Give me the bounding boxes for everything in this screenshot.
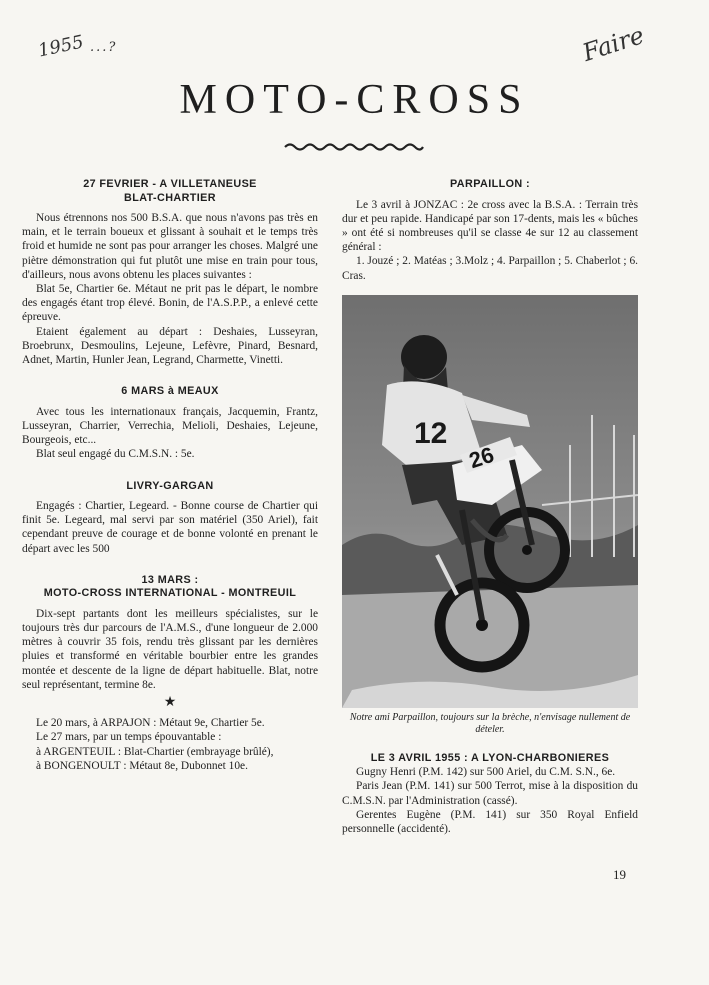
right-column bbox=[342, 178, 638, 836]
section-heading: LIVRY-GARGAN bbox=[126, 479, 214, 492]
paragraph: Blat 5e, Chartier 6e. Métaut ne prit pas le départ, le nombre des engagés étant trop élevé. Bonin, de l'A.S.P.P., a enlevé cette épreuve. bbox=[22, 283, 318, 324]
race-plate-number: 26 bbox=[465, 441, 497, 473]
handwritten-year: 1955 bbox=[36, 31, 86, 62]
section-subheading: MOTO-CROSS INTERNATIONAL - MONTREUIL bbox=[43, 587, 297, 600]
paragraph: Nous étrennons nos 500 B.S.A. que nous n'avons pas très en main, et le terrain boueux et glissant à souhait et le temps très froid et humide ne sont pas pour arranger les choses. Malgré une piètre démonstration qui fut plutôt une mise en train pour tous, d'ailleurs, nous avons obtenu les places suivantes : bbox=[22, 212, 318, 281]
paragraph: Gerentes Eugène (P.M. 141) sur 350 Royal Enfield personnelle (accidenté). bbox=[342, 808, 638, 836]
paragraph: Etaient également au départ : Deshaies, Lusseyran, Broebrunx, Desmoulins, Lejeune, Lefèvre, Pinard, Besnard, Adnet, Martin, Hunler Jean, Legrand, Charmette, Vinetti. bbox=[22, 325, 318, 367]
handwritten-mark: ...? bbox=[90, 40, 118, 55]
paragraph: Le 27 mars, par un temps épouvantable : bbox=[36, 731, 222, 744]
section-heading: 27 FEVRIER - A VILLETANEUSE bbox=[83, 178, 257, 190]
photo-caption: Notre ami Parpaillon, toujours sur la brèche, n'envisage nullement de dételer. bbox=[349, 711, 631, 735]
paragraph: Dix-sept partants dont les meilleurs spécialistes, sur le toujours très dur parcours de l'A.M.S., d'une longueur de 2.000 mètres à couvrir 35 fois, rendu très glissant par les dernières pluies et transformé en véritable bourbier entre les grandes montée et descente de la ligne de départ habituelle. Blat, notre seul représentant, termine 8e. bbox=[22, 607, 318, 691]
motocross-photo bbox=[342, 295, 638, 708]
paragraph: Le 3 avril à JONZAC : 2e cross avec la B.S.A. : Terrain très dur et peu rapide. Handicapé par son 17-dents, mais les « bûches » ont été si nombreuses qu'il se classe 4e sur 12 au classement général : bbox=[342, 198, 638, 254]
paragraph: Le 20 mars, à ARPAJON : Métaut 9e, Chartier 5e. bbox=[36, 717, 265, 730]
section-heading: PARPAILLON : bbox=[450, 178, 530, 190]
paragraph: Avec tous les internationaux français, Jacquemin, Frantz, Lusseyran, Charrier, Verrechia, Melioli, Deshaies, Lejeune, Bourgeois, etc... bbox=[22, 405, 318, 447]
section-heading: LE 3 AVRIL 1955 : A LYON-CHARBONIERES bbox=[370, 751, 610, 764]
jersey-number: 12 bbox=[414, 416, 448, 450]
paragraph: Paris Jean (P.M. 141) sur 500 Terrot, mise à la disposition du C.M.S.N. par l'Administration (cassé). bbox=[342, 780, 638, 807]
left-column bbox=[22, 178, 318, 773]
paragraph: Gugny Henri (P.M. 142) sur 500 Ariel, du C.M. S.N., 6e. bbox=[356, 766, 616, 779]
title-ornament bbox=[283, 142, 425, 152]
page-title: MOTO-CROSS bbox=[179, 77, 530, 123]
paragraph: à BONGENOULT : Métaut 8e, Dubonnet 10e. bbox=[36, 759, 248, 772]
paragraph: Blat seul engagé du C.M.S.N. : 5e. bbox=[36, 448, 195, 461]
section-heading: 13 MARS : bbox=[141, 573, 199, 586]
page-number: 19 bbox=[613, 867, 626, 882]
paragraph: Engagés : Chartier, Legeard. - Bonne course de Chartier qui finit 5e. Legeard, mal servi par son matériel (350 Ariel), fait cependant preuve de courage et de bonne volonté en prenant le départ avec les 500 bbox=[22, 500, 318, 555]
paragraph: à ARGENTEUIL : Blat-Chartier (embrayage brûlé), bbox=[36, 745, 274, 758]
section-subheading: BLAT-CHARTIER bbox=[124, 191, 216, 204]
star-separator: ★ bbox=[163, 695, 177, 711]
handwritten-note: Faire bbox=[579, 20, 648, 68]
section-heading: 6 MARS à MEAUX bbox=[121, 385, 219, 398]
paragraph: 1. Jouzé ; 2. Matéas ; 3.Molz ; 4. Parpaillon ; 5. Chaberlot ; 6. Cras. bbox=[342, 255, 638, 282]
